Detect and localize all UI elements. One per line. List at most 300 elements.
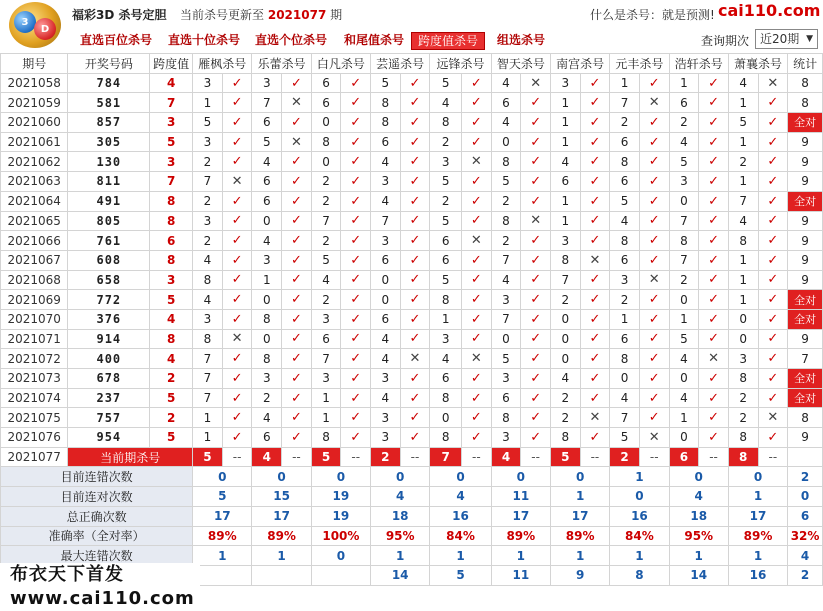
cross-icon: ✕ [639, 270, 669, 290]
stats-label: 目前连错次数 [1, 467, 193, 487]
stats-row [1, 526, 823, 546]
kill-number-cell: 5 [430, 211, 462, 231]
kill-number-cell: 3 [371, 369, 401, 389]
kill-number-cell: 7 [728, 191, 758, 211]
check-icon: ✓ [699, 290, 729, 310]
kill-number-cell: 7 [193, 388, 223, 408]
draw-number-cell: 772 [68, 290, 150, 310]
current-dash-cell: -- [282, 447, 312, 467]
tab-span-kill[interactable]: 跨度值杀号 [411, 32, 485, 50]
stats-value: 89% [193, 526, 252, 546]
kill-number-cell: 8 [193, 270, 223, 290]
stats-value: 18 [669, 506, 728, 526]
issue-cell: 2021060 [1, 113, 68, 133]
stats-value: 18 [371, 506, 430, 526]
kill-number-cell: 1 [252, 270, 282, 290]
column-header: 统计 [788, 54, 823, 74]
issue-cell: 2021058 [1, 73, 68, 93]
check-icon: ✓ [580, 309, 610, 329]
kill-number-cell: 0 [252, 329, 282, 349]
check-icon: ✓ [400, 388, 430, 408]
check-icon: ✓ [521, 93, 551, 113]
check-icon: ✓ [699, 152, 729, 172]
issue-cell: 2021061 [1, 132, 68, 152]
kill-number-cell: 1 [610, 309, 640, 329]
kill-number-cell: 8 [491, 408, 521, 428]
cross-icon: ✕ [222, 329, 252, 349]
cross-icon: ✕ [758, 408, 788, 428]
check-icon: ✓ [521, 388, 551, 408]
span-value-cell: 5 [150, 428, 193, 448]
kill-number-cell: 5 [193, 113, 223, 133]
check-icon: ✓ [699, 93, 729, 113]
kill-number-cell: 7 [193, 349, 223, 369]
kill-number-cell: 2 [193, 231, 223, 251]
table-row [1, 369, 823, 389]
check-icon: ✓ [758, 388, 788, 408]
check-icon: ✓ [699, 369, 729, 389]
update-info [180, 6, 342, 23]
stats-value [252, 565, 311, 585]
check-icon: ✓ [222, 270, 252, 290]
kill-number-cell: 3 [491, 428, 521, 448]
kill-number-cell: 0 [311, 152, 341, 172]
check-icon: ✓ [400, 290, 430, 310]
check-icon: ✓ [639, 309, 669, 329]
column-header: 萧襄杀号 [728, 54, 787, 74]
check-icon: ✓ [639, 152, 669, 172]
stats-value: 89% [728, 526, 787, 546]
kill-number-cell: 6 [252, 113, 282, 133]
kill-number-cell: 7 [550, 270, 580, 290]
check-icon: ✓ [521, 250, 551, 270]
draw-number-cell: 658 [68, 270, 150, 290]
table-row [1, 152, 823, 172]
tab-sum-tail-kill[interactable]: 和尾值杀号 [344, 33, 405, 47]
draw-number-cell: 784 [68, 73, 150, 93]
kill-number-cell: 3 [371, 408, 401, 428]
kill-number-cell: 3 [252, 369, 282, 389]
draw-number-cell: 678 [68, 369, 150, 389]
check-icon: ✓ [580, 113, 610, 133]
tab-group-kill[interactable]: 组选杀号 [497, 33, 546, 47]
kill-number-cell: 3 [430, 329, 462, 349]
check-icon: ✓ [580, 231, 610, 251]
column-header: 芸遥杀号 [371, 54, 430, 74]
total-cell: 8 [788, 408, 823, 428]
column-header: 跨度值 [150, 54, 193, 74]
check-icon: ✓ [222, 132, 252, 152]
kill-number-cell: 8 [311, 132, 341, 152]
check-icon: ✓ [462, 132, 492, 152]
total-cell: 9 [788, 211, 823, 231]
issue-cell: 2021069 [1, 290, 68, 310]
kill-number-cell: 1 [550, 113, 580, 133]
cross-icon: ✕ [699, 349, 729, 369]
check-icon: ✓ [282, 73, 312, 93]
total-cell: 8 [788, 73, 823, 93]
check-icon: ✓ [222, 309, 252, 329]
kill-number-cell: 7 [491, 250, 521, 270]
check-icon: ✓ [282, 428, 312, 448]
check-icon: ✓ [758, 152, 788, 172]
check-icon: ✓ [222, 211, 252, 231]
kill-number-cell: 6 [252, 428, 282, 448]
kill-number-cell: 1 [669, 309, 699, 329]
stats-value: 4 [430, 487, 491, 507]
stats-value: 17 [491, 506, 550, 526]
stats-label: 准确率（全对率） [1, 526, 193, 546]
kill-number-cell: 2 [193, 152, 223, 172]
kill-number-cell: 5 [610, 428, 640, 448]
check-icon: ✓ [222, 428, 252, 448]
stats-total: 0 [788, 487, 823, 507]
check-icon: ✓ [341, 250, 371, 270]
span-value-cell: 5 [150, 388, 193, 408]
check-icon: ✓ [222, 93, 252, 113]
stats-value: 5 [430, 565, 491, 585]
current-dash-cell: -- [222, 447, 252, 467]
draw-number-cell: 237 [68, 388, 150, 408]
kill-number-cell: 7 [610, 408, 640, 428]
kill-number-cell: 1 [669, 73, 699, 93]
tab-units-kill[interactable]: 直选个位杀号 [255, 33, 328, 47]
check-icon: ✓ [758, 172, 788, 192]
check-icon: ✓ [521, 309, 551, 329]
kill-number-cell: 5 [252, 132, 282, 152]
kill-number-cell: 1 [550, 132, 580, 152]
draw-number-cell: 376 [68, 309, 150, 329]
kill-number-cell: 2 [669, 113, 699, 133]
issue-cell: 2021073 [1, 369, 68, 389]
kill-number-cell: 3 [491, 369, 521, 389]
stats-value: 4 [669, 487, 728, 507]
check-icon: ✓ [400, 428, 430, 448]
kill-number-cell: 0 [371, 270, 401, 290]
span-value-cell: 8 [150, 211, 193, 231]
kill-number-cell: 6 [252, 191, 282, 211]
kill-number-cell: 3 [311, 369, 341, 389]
check-icon: ✓ [639, 113, 669, 133]
check-icon: ✓ [699, 73, 729, 93]
stats-value: 89% [491, 526, 550, 546]
kill-number-cell: 4 [430, 349, 462, 369]
check-icon: ✓ [699, 191, 729, 211]
stats-value: 15 [252, 487, 311, 507]
check-icon: ✓ [521, 349, 551, 369]
kill-number-cell: 8 [669, 231, 699, 251]
check-icon: ✓ [580, 191, 610, 211]
stats-value: 0 [193, 467, 252, 487]
issue-cell: 2021072 [1, 349, 68, 369]
current-dash-cell: -- [639, 447, 669, 467]
check-icon: ✓ [462, 211, 492, 231]
span-value-cell: 4 [150, 349, 193, 369]
stats-value: 5 [193, 487, 252, 507]
cross-icon: ✕ [521, 73, 551, 93]
table-row [1, 113, 823, 133]
issue-cell: 2021070 [1, 309, 68, 329]
cross-icon: ✕ [639, 93, 669, 113]
draw-number-cell: 400 [68, 349, 150, 369]
check-icon: ✓ [400, 132, 430, 152]
kill-number-cell: 4 [311, 270, 341, 290]
cross-icon: ✕ [580, 408, 610, 428]
stats-value: 84% [610, 526, 669, 546]
check-icon: ✓ [462, 329, 492, 349]
check-icon: ✓ [341, 152, 371, 172]
kill-number-cell: 8 [550, 250, 580, 270]
cross-icon: ✕ [521, 211, 551, 231]
stats-value: 8 [610, 565, 669, 585]
issue-cell: 2021062 [1, 152, 68, 172]
check-icon: ✓ [222, 290, 252, 310]
kill-number-cell: 8 [371, 93, 401, 113]
check-icon: ✓ [462, 369, 492, 389]
column-header: 元丰杀号 [610, 54, 669, 74]
check-icon: ✓ [699, 408, 729, 428]
site-domain[interactable]: cai110.com [718, 1, 821, 20]
check-icon: ✓ [699, 428, 729, 448]
kill-number-cell: 4 [669, 388, 699, 408]
kill-number-cell: 0 [728, 309, 758, 329]
kill-number-cell: 8 [610, 152, 640, 172]
stats-value: 89% [252, 526, 311, 546]
stats-value: 16 [430, 506, 491, 526]
kill-number-cell: 5 [669, 329, 699, 349]
kill-number-cell: 4 [669, 349, 699, 369]
kill-number-cell: 3 [371, 231, 401, 251]
kill-number-cell: 5 [610, 191, 640, 211]
check-icon: ✓ [341, 408, 371, 428]
check-icon: ✓ [222, 191, 252, 211]
kill-number-cell: 4 [491, 73, 521, 93]
stats-value: 11 [491, 487, 550, 507]
stats-value: 0 [550, 467, 609, 487]
check-icon: ✓ [400, 270, 430, 290]
total-cell: 全对 [788, 388, 823, 408]
check-icon: ✓ [699, 309, 729, 329]
stats-value: 0 [491, 467, 550, 487]
kill-number-cell: 7 [610, 93, 640, 113]
kill-number-cell: 6 [311, 93, 341, 113]
kill-number-cell: 8 [728, 231, 758, 251]
stats-value: 1 [669, 546, 728, 566]
kill-number-cell: 7 [491, 309, 521, 329]
column-header: 乐蕾杀号 [252, 54, 311, 74]
kill-number-cell: 0 [491, 132, 521, 152]
kill-number-cell: 2 [491, 191, 521, 211]
kill-number-cell: 2 [311, 191, 341, 211]
kill-number-cell: 1 [550, 191, 580, 211]
check-icon: ✓ [400, 231, 430, 251]
span-value-cell: 8 [150, 250, 193, 270]
kill-number-cell: 8 [550, 428, 580, 448]
kill-number-cell: 3 [193, 211, 223, 231]
kill-number-cell: 3 [430, 152, 462, 172]
kill-number-cell: 3 [610, 270, 640, 290]
what-is-kill-link[interactable]: 什么是杀号：就是预测! [590, 8, 715, 22]
check-icon: ✓ [580, 93, 610, 113]
column-header: 白凡杀号 [311, 54, 370, 74]
column-header: 浩轩杀号 [669, 54, 728, 74]
check-icon: ✓ [758, 369, 788, 389]
table-row [1, 231, 823, 251]
check-icon: ✓ [580, 172, 610, 192]
check-icon: ✓ [699, 113, 729, 133]
issue-cell: 2021066 [1, 231, 68, 251]
table-row [1, 349, 823, 369]
check-icon: ✓ [521, 329, 551, 349]
draw-number-cell: 914 [68, 329, 150, 349]
total-cell: 9 [788, 270, 823, 290]
stats-value: 1 [550, 546, 609, 566]
check-icon: ✓ [639, 290, 669, 310]
kill-number-cell: 1 [193, 408, 223, 428]
kill-number-cell: 0 [610, 369, 640, 389]
issue-cell: 2021059 [1, 93, 68, 113]
stats-value: 0 [371, 467, 430, 487]
kill-number-cell: 8 [311, 428, 341, 448]
kill-number-cell: 8 [728, 369, 758, 389]
check-icon: ✓ [341, 172, 371, 192]
current-kill-value: 5 [193, 447, 223, 467]
stats-total: 2 [788, 565, 823, 585]
check-icon: ✓ [282, 408, 312, 428]
kill-number-cell: 4 [669, 132, 699, 152]
current-row [1, 447, 823, 467]
stats-row [1, 467, 823, 487]
table-row [1, 132, 823, 152]
kill-number-cell: 6 [491, 93, 521, 113]
current-dash-cell: -- [758, 447, 788, 467]
period-select[interactable] [755, 29, 818, 49]
tab-hundreds-kill[interactable]: 直选百位杀号 [80, 33, 153, 47]
cross-icon: ✕ [282, 132, 312, 152]
stats-total: 32% [788, 526, 823, 546]
kill-number-cell: 4 [491, 270, 521, 290]
column-header: 雁枫杀号 [193, 54, 252, 74]
kill-number-cell: 2 [311, 231, 341, 251]
kill-number-cell: 2 [252, 388, 282, 408]
stats-row [1, 487, 823, 507]
check-icon: ✓ [462, 191, 492, 211]
kill-number-cell: 6 [430, 250, 462, 270]
tab-tens-kill[interactable]: 直选十位杀号 [168, 33, 241, 47]
kill-number-cell: 6 [371, 132, 401, 152]
check-icon: ✓ [400, 309, 430, 329]
check-icon: ✓ [639, 250, 669, 270]
check-icon: ✓ [580, 388, 610, 408]
stats-value: 0 [728, 467, 787, 487]
check-icon: ✓ [758, 309, 788, 329]
check-icon: ✓ [758, 270, 788, 290]
kill-number-cell: 2 [311, 172, 341, 192]
table-row [1, 270, 823, 290]
stats-value: 89% [550, 526, 609, 546]
update-prefix: 当前杀号更新至 [180, 8, 265, 22]
kill-number-cell: 2 [728, 408, 758, 428]
current-kill-label: 当前期杀号 [68, 447, 193, 467]
update-suffix: 期 [330, 8, 343, 22]
kill-number-cell: 5 [371, 73, 401, 93]
total-cell: 9 [788, 132, 823, 152]
check-icon: ✓ [341, 349, 371, 369]
kill-number-cell: 5 [430, 172, 462, 192]
kill-number-cell: 3 [252, 73, 282, 93]
table-row [1, 211, 823, 231]
current-kill-value: 5 [550, 447, 580, 467]
table-row [1, 388, 823, 408]
cross-icon: ✕ [462, 152, 492, 172]
stats-total: 2 [788, 467, 823, 487]
stats-value: 1 [193, 546, 252, 566]
stats-value: 14 [669, 565, 728, 585]
kill-number-cell: 6 [669, 93, 699, 113]
check-icon: ✓ [462, 172, 492, 192]
kill-number-cell: 2 [430, 132, 462, 152]
kill-number-cell: 5 [430, 73, 462, 93]
draw-number-cell: 130 [68, 152, 150, 172]
stats-value: 16 [610, 506, 669, 526]
kill-number-cell: 2 [669, 270, 699, 290]
current-kill-value: 4 [252, 447, 282, 467]
stats-value: 9 [550, 565, 609, 585]
stats-value: 16 [728, 565, 787, 585]
issue-cell: 2021065 [1, 211, 68, 231]
stats-value: 1 [728, 546, 787, 566]
kill-number-cell: 7 [669, 211, 699, 231]
kill-number-cell: 6 [491, 388, 521, 408]
span-value-cell: 2 [150, 369, 193, 389]
stats-value: 17 [550, 506, 609, 526]
stats-value: 95% [371, 526, 430, 546]
draw-number-cell: 608 [68, 250, 150, 270]
kill-number-cell: 4 [371, 349, 401, 369]
kill-number-cell: 0 [430, 408, 462, 428]
stats-total: 4 [788, 546, 823, 566]
kill-number-cell: 4 [610, 211, 640, 231]
total-cell: 全对 [788, 191, 823, 211]
current-dash-cell: -- [341, 447, 371, 467]
footer-banner: 布衣天下首发 www.cai110.com [0, 563, 200, 587]
kill-number-cell: 5 [311, 250, 341, 270]
check-icon: ✓ [758, 113, 788, 133]
stats-value: 1 [610, 546, 669, 566]
check-icon: ✓ [222, 369, 252, 389]
check-icon: ✓ [400, 408, 430, 428]
check-icon: ✓ [462, 113, 492, 133]
kill-number-cell: 1 [193, 93, 223, 113]
table-row [1, 428, 823, 448]
kill-number-cell: 0 [550, 349, 580, 369]
check-icon: ✓ [341, 191, 371, 211]
kill-number-cell: 2 [728, 152, 758, 172]
draw-number-cell: 811 [68, 172, 150, 192]
kill-number-cell: 1 [550, 93, 580, 113]
check-icon: ✓ [400, 73, 430, 93]
table-row [1, 408, 823, 428]
kill-number-cell: 0 [371, 290, 401, 310]
kill-number-cell: 4 [193, 250, 223, 270]
kill-number-cell: 1 [430, 309, 462, 329]
check-icon: ✓ [400, 191, 430, 211]
kill-number-cell: 4 [371, 329, 401, 349]
draw-number-cell: 491 [68, 191, 150, 211]
kill-number-cell: 6 [610, 250, 640, 270]
kill-number-cell: 7 [311, 349, 341, 369]
header-row [1, 54, 823, 74]
